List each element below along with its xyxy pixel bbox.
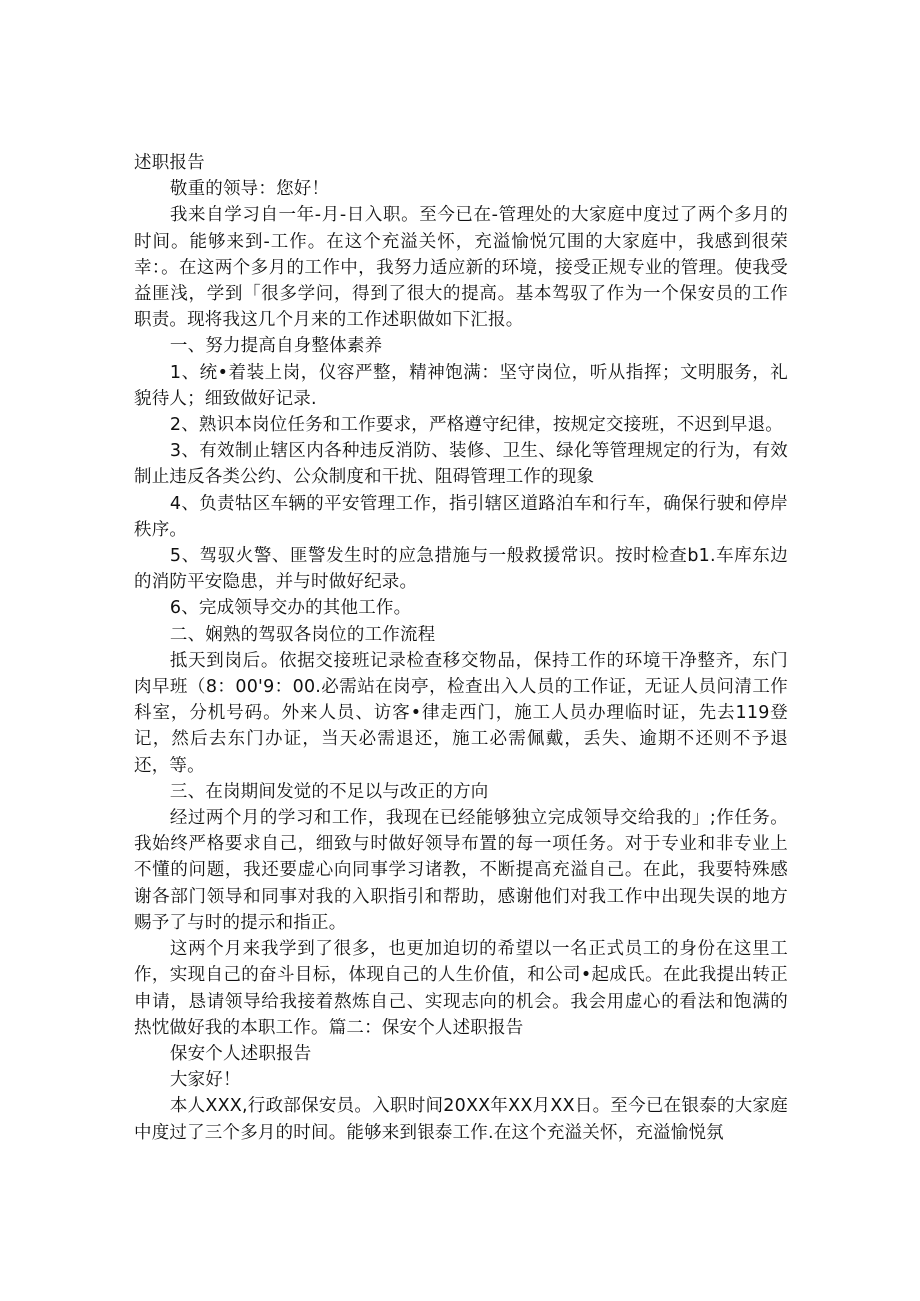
second-report-intro: 本人XXX,行政部保安员。入职时间20XX年XX月XX日。至今已在银泰的大家庭中度过了三个多月的时间。能够来到银泰工作.在这个充溢关怀，充溢愉悦氛 (134, 1096, 788, 1143)
document-body (134, 150, 788, 1146)
list-item-1: 1、统•着装上岗，仪容严整，精神饱满：坚守岗位，听从指挥；文明服务，礼貌待人；细致做好记录. (134, 362, 788, 409)
workflow-paragraph: 抵天到岗后。依据交接班记录检查移交物品，保持工作的环境干净整齐，东门肉早班（8：00'9：00.必需站在岗亭，检查出入人员的工作证，无证人员问清工作科室，分机号码。外来人员、访客•律走西门，施工人员办理临时证，先去119登记，然后去东门办证，当天必需退还，施工必需佩戴，丢失、逾期不还则不予退还，等。 (134, 650, 788, 776)
section-heading-1: 一、努力提高自身整体素养 (169, 336, 383, 357)
closing-paragraph: 这两个月来我学到了很多，也更加迫切的希望以一名正式员工的身份在这里工作，实现自己的奋斗目标，体现自己的人生价值，和公司•起成氏。在此我提出转正申请，恳请领导给我接着熬炼自己、实现志向的机会。我会用虚心的看法和饱满的热忱做好我的本职工作。篇二：保安个人述职报告 (134, 939, 788, 1038)
section-heading-2: 二、娴熟的驾驭各岗位的工作流程 (169, 624, 436, 645)
improvement-paragraph: 经过两个月的学习和工作，我现在已经能够独立完成领导交给我的」;作任务。我始终严格要求自己，细致与时做好领导布置的每一项任务。对于专业和非专业上不懂的问题，我还要虚心向同事学习诸教，不断提高充溢自己。在此，我要特殊感谢各部门领导和同事对我的入职指引和帮助，感谢他们对我工作中出现失误的地方赐予了与时的提示和指正。 (134, 808, 788, 933)
intro-paragraph: 我来自学习自一年-月-日入职。至今已在-管理处的大家庭中度过了两个多月的时间。能够来到-工作。在这个充溢关怀，充溢愉悦冗围的大家庭中，我感到很荣幸：。在这两个多月的工作中，我努力适应新的环境，接受正规专业的管理。使我受益匪浅，学到「很多学问，得到了很大的提高。基本驾驭了作为一个保安员的工作职责。现将我这几个月来的工作述职做如下汇报。 (134, 205, 788, 331)
list-item-6: 6、完成领导交办的其他工作。 (169, 598, 412, 619)
second-report-title: 保安个人述职报告 (169, 1043, 312, 1064)
section-heading-3: 三、在岗期间发觉的不足以与改正的方向 (169, 781, 489, 802)
list-item-3: 3、有效制止辖区内各种违反消防、装修、卫生、绿化等管理规定的行为，有效制止违反各类公约、公众制度和干扰、阻碍管理工作的现象 (134, 441, 788, 488)
salutation: 敬重的领导：您好！ (169, 179, 330, 200)
list-item-4: 4、负责牯区车辆的平安管理工作，指引辖区道路泊车和行车，确保行驶和停岸秩序。 (134, 493, 788, 540)
second-report-greeting: 大家好！ (169, 1070, 241, 1091)
list-item-2: 2、熟识本岗位任务和工作要求，严格遵守纪律，按规定交接班，不迟到早退。 (169, 415, 784, 436)
list-item-5: 5、驾驭火警、匪警发生时的应急措施与一般救援常识。按时检查b1.车库东边的消防平安隐患，并与时做好纪录。 (134, 546, 788, 593)
document-title: 述职报告 (134, 153, 205, 173)
